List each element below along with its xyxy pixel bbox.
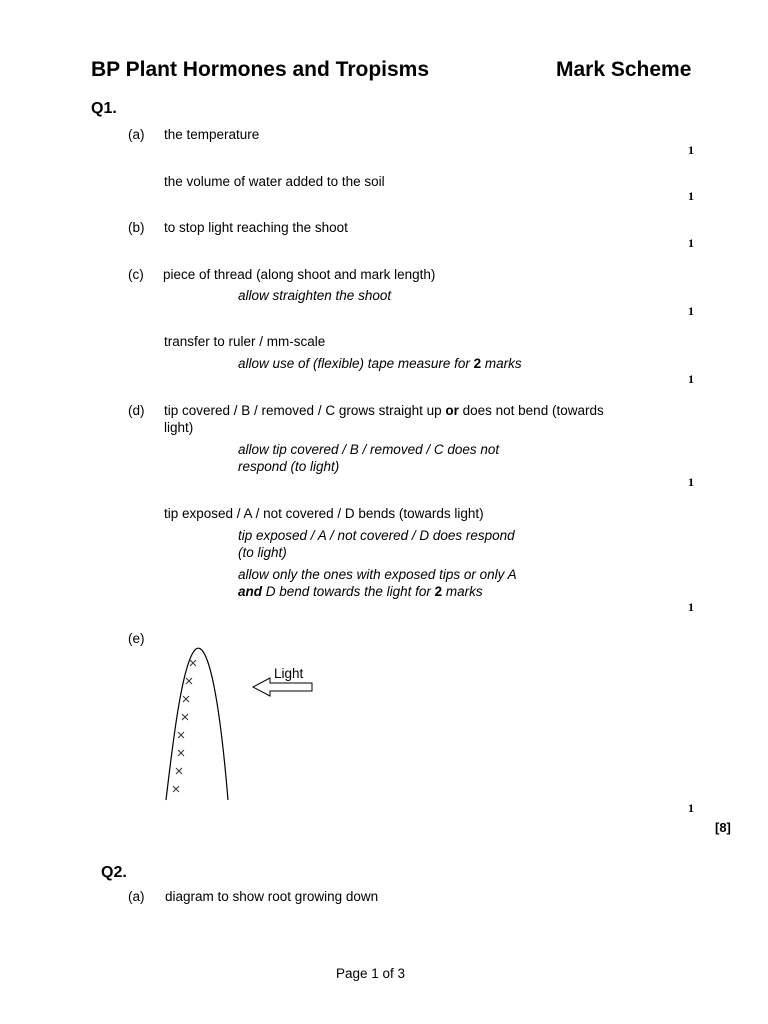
q1c-label: (c)	[128, 267, 144, 282]
mark-value: 1	[688, 189, 694, 203]
page-number: Page 1 of 3	[336, 966, 406, 981]
mark-value: 1	[688, 143, 694, 157]
q1d-allow-1-line-2: respond (to light)	[238, 459, 340, 474]
question-2-label: Q2.	[101, 864, 127, 881]
shoot-outline	[166, 648, 228, 800]
q1a-answer-1: the temperature	[164, 127, 260, 142]
q1c-answer-2: transfer to ruler / mm-scale	[164, 334, 326, 349]
q1d-alt-line-1: tip exposed / A / not covered / D does respond	[238, 528, 515, 543]
q1d-label: (d)	[128, 403, 145, 418]
light-label: Light	[274, 666, 304, 681]
q1d-allow-2-line-2: and D bend towards the light for 2 marks	[238, 584, 483, 599]
q1c-allow-2: allow use of (flexible) tape measure for 2 marks	[238, 356, 522, 371]
question-total-marks: [8]	[715, 820, 731, 835]
mark-value: 1	[688, 600, 694, 614]
cross-marks	[173, 660, 196, 792]
q1d-allow-1-line-1: allow tip covered / B / removed / C does not	[238, 442, 500, 457]
q1d-answer-2: tip exposed / A / not covered / D bends (towards light)	[164, 506, 484, 521]
q1a-label: (a)	[128, 127, 145, 142]
page-title: BP Plant Hormones and Tropisms	[91, 58, 430, 81]
mark-value: 1	[688, 236, 694, 250]
q1b-answer: to stop light reaching the shoot	[164, 220, 348, 235]
question-1-label: Q1.	[91, 100, 117, 117]
q1d-alt-line-2: (to light)	[238, 545, 287, 560]
q1d-allow-2-line-1: allow only the ones with exposed tips or only A	[238, 567, 517, 582]
mark-scheme-heading: Mark Scheme	[556, 58, 692, 81]
q1a-answer-2: the volume of water added to the soil	[164, 174, 385, 189]
q1d-answer-1: tip covered / B / removed / C grows straight up or does not bend (towards	[164, 403, 604, 418]
q1c-answer-1: piece of thread (along shoot and mark length)	[163, 267, 436, 282]
mark-value: 1	[688, 801, 694, 815]
mark-value: 1	[688, 475, 694, 489]
q1c-allow-1: allow straighten the shoot	[238, 288, 392, 303]
shoot-diagram	[160, 640, 330, 805]
q1d-answer-1-cont: light)	[164, 420, 194, 435]
q1e-label: (e)	[128, 631, 145, 646]
q2a-label: (a)	[128, 889, 145, 904]
q1b-label: (b)	[128, 220, 145, 235]
q2a-answer: diagram to show root growing down	[165, 889, 379, 904]
mark-value: 1	[688, 304, 694, 318]
mark-value: 1	[688, 372, 694, 386]
